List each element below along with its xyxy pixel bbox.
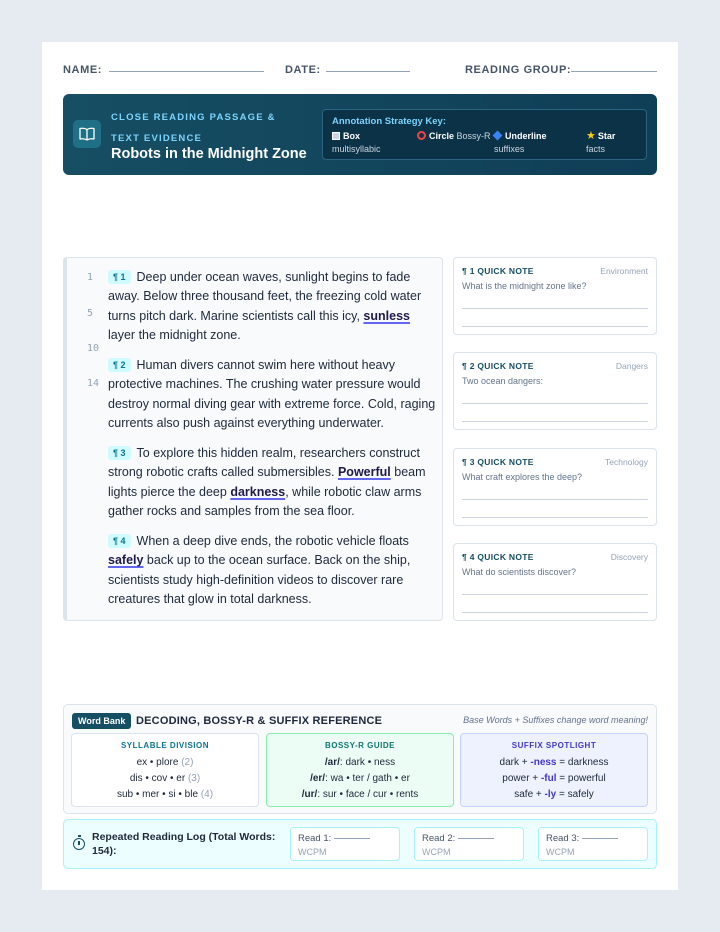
title-banner	[63, 94, 657, 175]
passage-kicker: CLOSE READING PASSAGE & TEXT EVIDENCE	[111, 112, 276, 144]
syllable-division-column	[71, 733, 259, 807]
name-field[interactable]	[63, 64, 102, 76]
read-label: Read 3:	[546, 833, 580, 844]
worksheet-page	[42, 42, 678, 890]
quick-note-tag: Technology	[604, 457, 648, 467]
suffix-spotlight-column	[460, 733, 648, 807]
word-bank-badge: Word Bank	[72, 713, 131, 729]
annotation-key-title: Annotation Strategy Key:	[332, 116, 447, 127]
quick-note-2[interactable]	[453, 352, 657, 430]
bossy-r-column	[266, 733, 454, 807]
quick-note-label: ¶ 2 QUICK NOTE	[462, 361, 534, 371]
reading-group-field[interactable]	[465, 64, 571, 76]
reference-title: DECODING, BOSSY-R & SUFFIX REFERENCE	[136, 715, 383, 727]
answer-line	[462, 421, 648, 422]
suffix-word: sunless	[363, 308, 410, 323]
book-icon	[73, 120, 101, 148]
quick-note-3[interactable]	[453, 448, 657, 526]
wcpm-label: WCPM	[298, 847, 327, 857]
column-heading: SYLLABLE DIVISION	[120, 741, 210, 750]
read-label: Read 2:	[422, 833, 456, 844]
annotation-key	[322, 109, 647, 160]
diamond-icon	[493, 131, 503, 141]
syllable-row: dis • cov • er (3)	[129, 773, 201, 784]
suffix-row: safe + -ly = safely	[514, 789, 594, 800]
student-info-fields	[63, 64, 657, 80]
bossy-r-row: /er/: wa • ter / gath • er	[310, 773, 410, 784]
syllable-row: ex • plore (2)	[136, 757, 194, 768]
wcpm-label: WCPM	[546, 847, 575, 857]
quick-note-tag: Environment	[600, 266, 648, 276]
key-item-box: Box multisyllabic	[332, 131, 381, 154]
timer-icon	[73, 838, 85, 850]
reference-note: Base Words + Suffixes change word meaning!	[463, 715, 648, 725]
quick-note-question: What craft explores the deep?	[462, 472, 583, 482]
passage-title: Robots in the Midnight Zone	[111, 146, 307, 162]
column-heading: SUFFIX SPOTLIGHT	[511, 741, 597, 750]
quick-note-4[interactable]	[453, 543, 657, 621]
name-line	[109, 71, 264, 72]
column-heading: BOSSY-R GUIDE	[324, 741, 396, 750]
answer-line	[462, 308, 648, 309]
reading-group-line	[571, 71, 657, 72]
quick-note-label: ¶ 3 QUICK NOTE	[462, 457, 534, 467]
repeated-reading-log	[63, 819, 657, 869]
answer-line	[462, 594, 648, 595]
line-number: 14	[87, 378, 100, 389]
bossy-r-row: /ur/: sur • face / cur • rents	[301, 789, 419, 800]
quick-note-tag: Dangers	[615, 361, 648, 371]
answer-line	[462, 517, 648, 518]
paragraph-number: ¶ 2	[108, 358, 131, 372]
answer-line	[462, 612, 648, 613]
suffix-word: darkness	[230, 484, 286, 499]
read-3-box[interactable]	[538, 827, 648, 861]
paragraph-number: ¶ 1	[108, 270, 131, 284]
name-label: NAME:	[63, 64, 103, 76]
suffix-word: safely	[108, 553, 144, 568]
suffix-word: Powerful	[337, 465, 391, 480]
quick-note-label: ¶ 1 QUICK NOTE	[462, 266, 534, 276]
quick-note-question: Two ocean dangers:	[462, 376, 544, 386]
circle-icon	[417, 131, 426, 140]
decoding-reference	[63, 704, 657, 814]
answer-line	[462, 403, 648, 404]
read-1-box[interactable]	[290, 827, 400, 861]
paragraph-2: ¶ 2 Human divers cannot swim here without heavy protective machines. The crushing water pressure would destroy normal diving gear with extreme force. Cold, raging currents also push against everything underwater.	[108, 358, 436, 431]
quick-note-1[interactable]	[453, 257, 657, 335]
date-line	[326, 71, 410, 72]
box-icon	[332, 132, 340, 140]
paragraph-1: ¶ 1 Deep under ocean waves, sunlight begins to fade away. Below three thousand feet, the freezing cold water turns pitch dark. Marine scientists call this icy, sunless layer the midnight zone.	[108, 270, 422, 343]
key-item-circle: Circle Bossy-R	[417, 130, 493, 143]
paragraph-number: ¶ 4	[108, 534, 131, 548]
date-label: DATE:	[285, 64, 321, 76]
read-2-box[interactable]	[414, 827, 524, 861]
quick-note-label: ¶ 4 QUICK NOTE	[462, 552, 534, 562]
star-icon: ★	[586, 130, 596, 142]
key-item-star: ★ Star facts	[586, 130, 616, 154]
paragraph-4: ¶ 4 When a deep dive ends, the robotic vehicle floats safely back up to the ocean surface. Back on the ship, scientists study high-definition videos to discover rare creatures that glow in total darkness.	[108, 534, 411, 607]
quick-note-question: What is the midnight zone like?	[462, 281, 587, 291]
line-number: 10	[87, 343, 100, 354]
syllable-row: sub • mer • si • ble (4)	[116, 789, 214, 800]
quick-note-tag: Discovery	[610, 552, 648, 562]
line-number: 1	[87, 272, 94, 283]
paragraph-number: ¶ 3	[108, 446, 131, 460]
suffix-row: power + -ful = powerful	[502, 773, 606, 784]
quick-note-question: What do scientists discover?	[462, 567, 577, 577]
reading-passage	[63, 257, 443, 621]
line-number: 5	[87, 308, 94, 319]
read-label: Read 1:	[298, 833, 332, 844]
reading-group-label: READING GROUP:	[465, 64, 572, 76]
key-item-underline: Underline suffixes	[494, 131, 547, 154]
reading-log-title: Repeated Reading Log (Total Words: 154):	[92, 831, 276, 857]
suffix-row: dark + -ness = darkness	[499, 757, 609, 768]
answer-line	[462, 499, 648, 500]
answer-line	[462, 326, 648, 327]
paragraph-3: ¶ 3 To explore this hidden realm, researchers construct strong robotic crafts called submersibles. Powerful beam lights pierce the deep darkness, while robotic claw arms gather rocks and samples from the sea floor.	[108, 446, 426, 519]
wcpm-label: WCPM	[422, 847, 451, 857]
date-field[interactable]	[285, 64, 321, 76]
bossy-r-row: /ar/: dark • ness	[324, 757, 396, 768]
